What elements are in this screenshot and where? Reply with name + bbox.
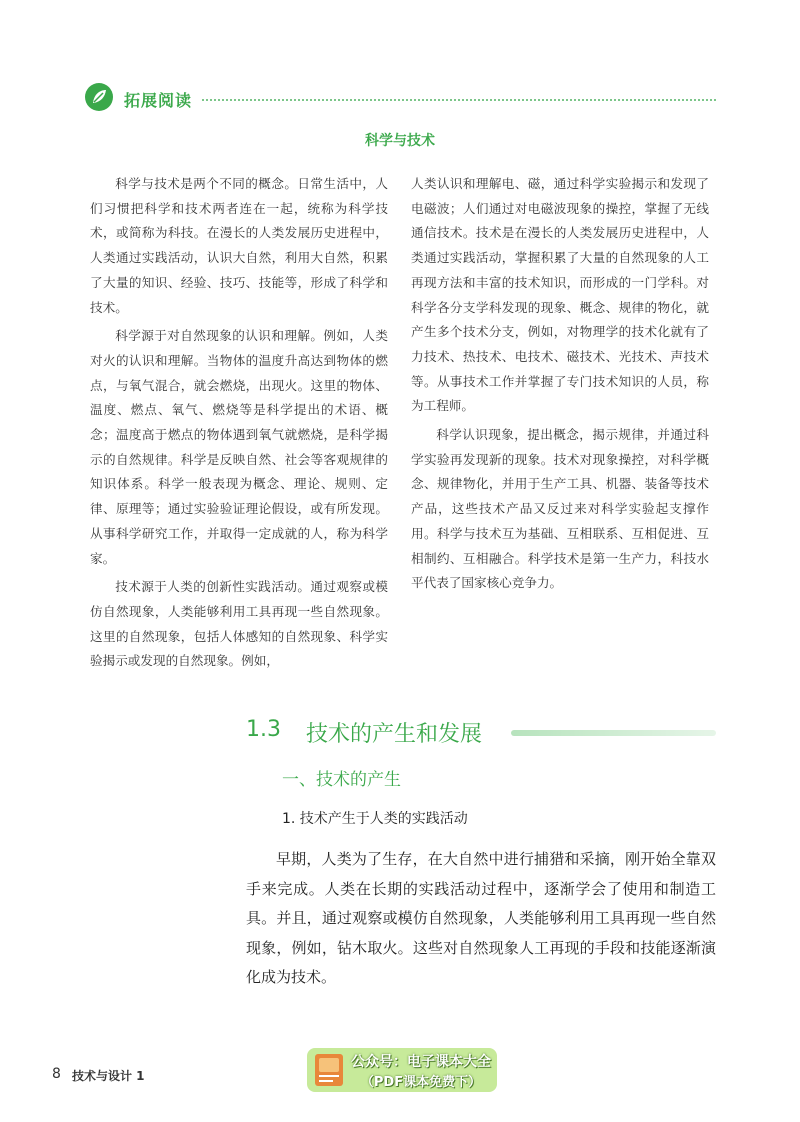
body-paragraph: 早期，人类为了生存，在大自然中进行捕猎和采摘，刚开始全靠双手来完成。人类在长期的实践活动过程中，逐渐学会了使用和制造工具。并且，通过观察或模仿自然现象，人类能够利用工具再现一些自然现象，例如，钻木取火。这些对自然现象人工再现的手段和技能逐渐演化成为技术。 [246,850,716,986]
point-heading: 1. 技术产生于人类的实践活动 [282,811,468,827]
reading-header [84,82,716,122]
book-icon [313,1052,345,1088]
section-decor-bar [511,730,716,736]
book-title: 技术与设计 1 [72,1069,145,1083]
section-heading [246,717,716,751]
subsection-title: 一、技术的产生 [282,770,401,790]
stamp-text-line2: （PDF课本免费下） [360,1075,482,1090]
reading-title: 科学与技术 [365,133,435,149]
section-number: 1.3 [246,717,281,742]
reading-left-column [90,172,388,678]
reading-paragraph: 人类认识和理解电、磁，通过科学实验揭示和发现了电磁波；人们通过对电磁波现象的操控，掌握了无线通信技术。技术是在漫长的人类发展历史进程中，人类通过实践活动，掌握积累了大量的自然现象的人工再现方法和丰富的技术知识，而形成的一门学科。对科学各分支学科发现的现象、概念、规律的物化，就产生多个技术分支，例如，对物理学的技术化就有了力技术、热技术、电技术、磁技术、光技术、声技术等。从事技术工作并掌握了专门技术知识的人员，称为工程师。 [411,176,709,414]
dotted-divider [202,99,716,101]
reading-paragraph: 技术源于人类的创新性实践活动。通过观察或模仿自然现象，人类能够利用工具再现一些自然现象。这里的自然现象，包括人体感知的自然现象、科学实验揭示或发现的自然现象。例如， [90,579,388,669]
reading-paragraph: 科学源于对自然现象的认识和理解。例如，人类对火的认识和理解。当物体的温度升高达到物体的燃点，与氧气混合，就会燃烧，出现火。这里的物体、温度、燃点、氧气、燃烧等是科学提出的术语、概念；温度高于燃点的物体遇到氧气就燃烧，是科学揭示的自然规律。科学是反映自然、社会等客观规律的知识体系。科学一般表现为概念、理论、规则、定律、原理等；通过实验验证理论假设，或有所发现。从事科学研究工作，并取得一定成就的人，称为科学家。 [90,328,388,566]
stamp-text-line1: 公众号：电子课本大全 [351,1054,491,1070]
reading-section-label: 拓展阅读 [124,91,193,110]
section-title: 技术的产生和发展 [306,722,483,747]
section-body [246,845,716,993]
page-number: 8 [52,1066,61,1082]
leaf-logo-icon [84,82,114,112]
reading-paragraph: 科学与技术是两个不同的概念。日常生活中，人们习惯把科学和技术两者连在一起，统称为科学技术，或简称为科技。在漫长的人类发展历史进程中，人类通过实践活动，认识大自然，利用大自然，积累了大量的知识、经验、技巧、技能等，形成了科学和技术。 [90,176,388,315]
reading-paragraph: 科学认识现象，提出概念，揭示规律，并通过科学实验再发现新的现象。技术对现象操控，对科学概念、规律物化，并用于生产工具、机器、装备等技术产品，这些技术产品又反过来对科学实验起支撑作用。科学与技术互为基础、互相联系、互相促进、互相制约、互相融合。科学技术是第一生产力，科技水平代表了国家核心竞争力。 [411,427,709,591]
reading-right-column [411,172,709,600]
watermark-stamp [307,1048,497,1092]
